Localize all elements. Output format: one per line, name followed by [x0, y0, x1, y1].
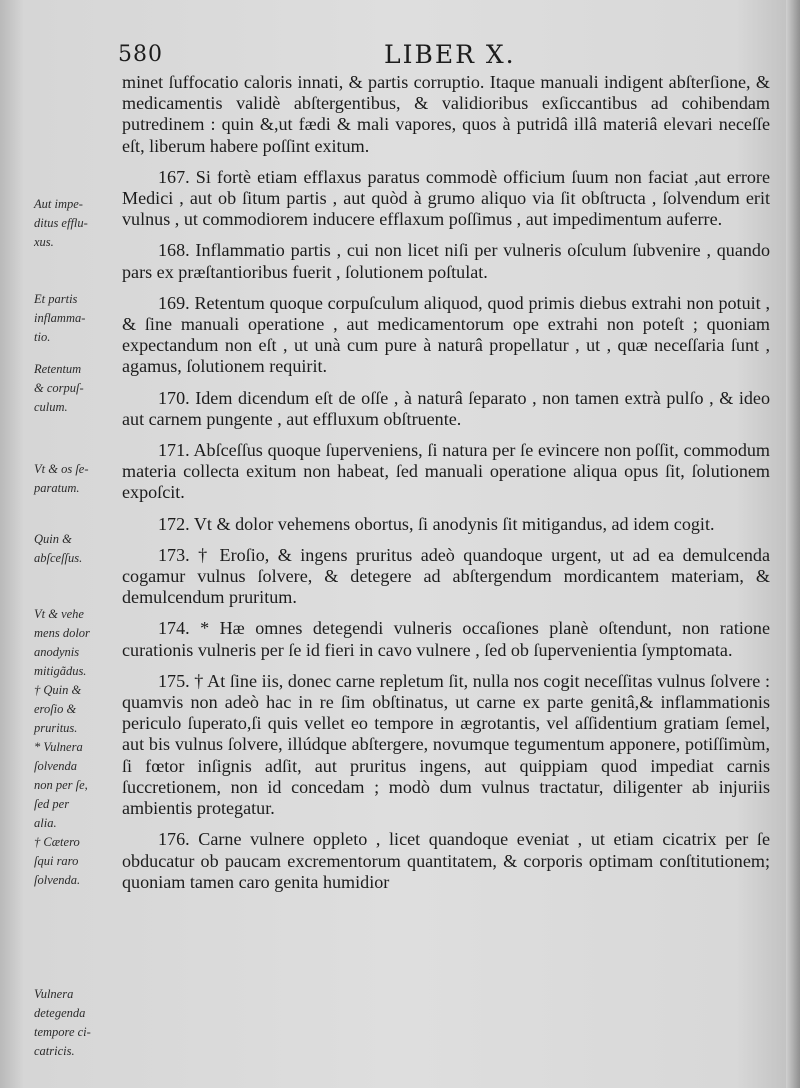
marginal-note [34, 985, 122, 1061]
marginal-line: non per ſe, [34, 778, 88, 792]
marginal-line: detegenda [34, 1006, 86, 1020]
paragraph-176: 176. Carne vulnere oppleto , licet quandoque eveniat , ut etiam cicatrix per ſe obducatur ob paucam excrementorum quantitatem, & corporis optimam conſtitutionem; quoniam tamen caro genita humidior [122, 829, 770, 892]
marginal-line: xus. [34, 235, 54, 249]
marginal-line: tio. [34, 330, 51, 344]
marginal-line: ſqui raro [34, 854, 79, 868]
marginal-line: eroſio & [34, 702, 77, 716]
marginal-line: Vt & vehe [34, 607, 84, 621]
marginal-line: ditus efflu- [34, 216, 88, 230]
paragraph-168: 168. Inflammatio partis , cui non licet niſi per vulneris oſculum ſubvenire , quando pars ex præſtantioribus fuerit , ſolutionem poſtulat. [122, 240, 770, 282]
marginal-line: & corpuſ- [34, 381, 84, 395]
marginal-note [34, 460, 122, 498]
marginal-line: Retentum [34, 362, 82, 376]
marginal-line: abſceſſus. [34, 551, 83, 565]
marginal-line: † Quin & [34, 683, 82, 697]
marginal-line: ſolvenda [34, 759, 78, 773]
page-edge [786, 0, 800, 1088]
paragraph-175: 175. † At ſine iis, donec carne repletum ſit, nulla nos cogit neceſſitas vulnus ſolvere : quamvis non adeò hac in re ſim obſtinatus, ut carne ex parte genitâ,& inflammationis periculo ſuperato,ſi quis vellet eo tempore in ægrotantis, vel aſſidentium gratiam ſemel, aut bis vulnus ſolvere, illúdque abſtergere, novumque tegumentum apponere, potiſſimùm, ſi fœtor inſignis adſit, aut pruritus ingens, aut quippiam quod impediat carnis ſuccretionem, non id concedam ; modò dum vulnus tractatur, diligenter ab injuriis ambientis protegatur. [122, 670, 770, 819]
paragraph-174: 174. * Hæ omnes detegendi vulneris occaſiones planè oſtendunt, non ratione curationis vulneris per ſe id fieri in cavo vulnere , ſed ob ſupervenientia ſymptomata. [122, 618, 770, 660]
marginal-line: mens dolor [34, 626, 90, 640]
marginal-note [34, 360, 122, 417]
paragraph-167: 167. Si fortè etiam efflaxus paratus commodè officium ſuum non faciat ,aut errore Medici , aut ob ſitum partis , aut quòd à grumo aliquo via ſit obſtructa , ſolvendum erit vulnus , ut commodiorem inducere efflaxum poſſimus , aut impedimentum auferre. [122, 166, 770, 230]
main-text [122, 72, 770, 893]
marginal-note [34, 290, 122, 347]
marginal-line: paratum. [34, 481, 80, 495]
marginal-line: Aut impe- [34, 197, 83, 211]
marginal-note [34, 530, 122, 568]
paragraph-170: 170. Idem dicendum eſt de oſſe , à naturâ ſeparato , non tamen extrà pulſo , & ideo aut carnem pungente , aut effluxum obſtruente. [122, 387, 770, 429]
marginal-line: Et partis [34, 292, 78, 306]
marginal-line: anodynis [34, 645, 80, 659]
marginal-line: Quin & [34, 532, 72, 546]
paragraph-173: 173. † Eroſio, & ingens pruritus adeò quandoque urgent, ut ad ea demulcenda cogamur vulnus ſolvere, & detegere ad abſtergendum mordicantem materiam, & demulcendum pruritum. [122, 544, 770, 608]
marginal-line: * Vulnera [34, 740, 83, 754]
marginal-line: ſolvenda. [34, 873, 81, 887]
paragraph-continuation: minet ſuffocatio caloris innati, & partis corruptio. Itaque manuali indigent abſterſione, & medicamentis validè abſtergentibus, & validioribus exſiccantibus ad cohibendam putredinem : quin &,ut fædi & mali vapores, quos à putridâ illâ materiâ elevari neceſſe eſt, liberum habere poſſint exitum. [122, 72, 770, 156]
marginal-line: Vt & os ſe- [34, 462, 89, 476]
paragraph-172: 172. Vt & dolor vehemens obortus, ſi anodynis ſit mitigandus, ad idem cogit. [158, 513, 715, 534]
marginal-line: ſed per [34, 797, 70, 811]
marginal-line: mitigãdus. [34, 664, 87, 678]
paragraph-171: 171. Abſceſſus quoque ſuperveniens, ſi natura per ſe evincere non poſſit, commodum materia collecta exitum non habeat, ſed manuali operatione aliqua opus ſit, ſolutionem expoſcit. [122, 440, 770, 503]
page-header [0, 42, 800, 72]
marginal-note [34, 195, 122, 252]
marginal-line: pruritus. [34, 721, 78, 735]
marginal-line: culum. [34, 400, 68, 414]
marginal-note [34, 605, 122, 890]
paragraph-169: 169. Retentum quoque corpuſculum aliquod, quod primis diebus extrahi non potuit , & ſine manuali operatione , aut medicamentorum ope extrahi non poteſt ; quoniam expectandum non eſt , ut unà cum pure à naturâ propellatur , ut , quæ neceſſaria ſunt , agamus, ſolutionem requirit. [122, 292, 770, 377]
marginal-line: tempore ci- [34, 1025, 91, 1039]
marginal-line: catricis. [34, 1044, 75, 1058]
marginal-line: alia. [34, 816, 57, 830]
page-number: 580 [118, 42, 163, 67]
marginal-line: inflamma- [34, 311, 86, 325]
running-title: LIBER X. [384, 40, 516, 69]
marginal-line: Vulnera [34, 987, 74, 1001]
marginal-line: † Cætero [34, 835, 80, 849]
